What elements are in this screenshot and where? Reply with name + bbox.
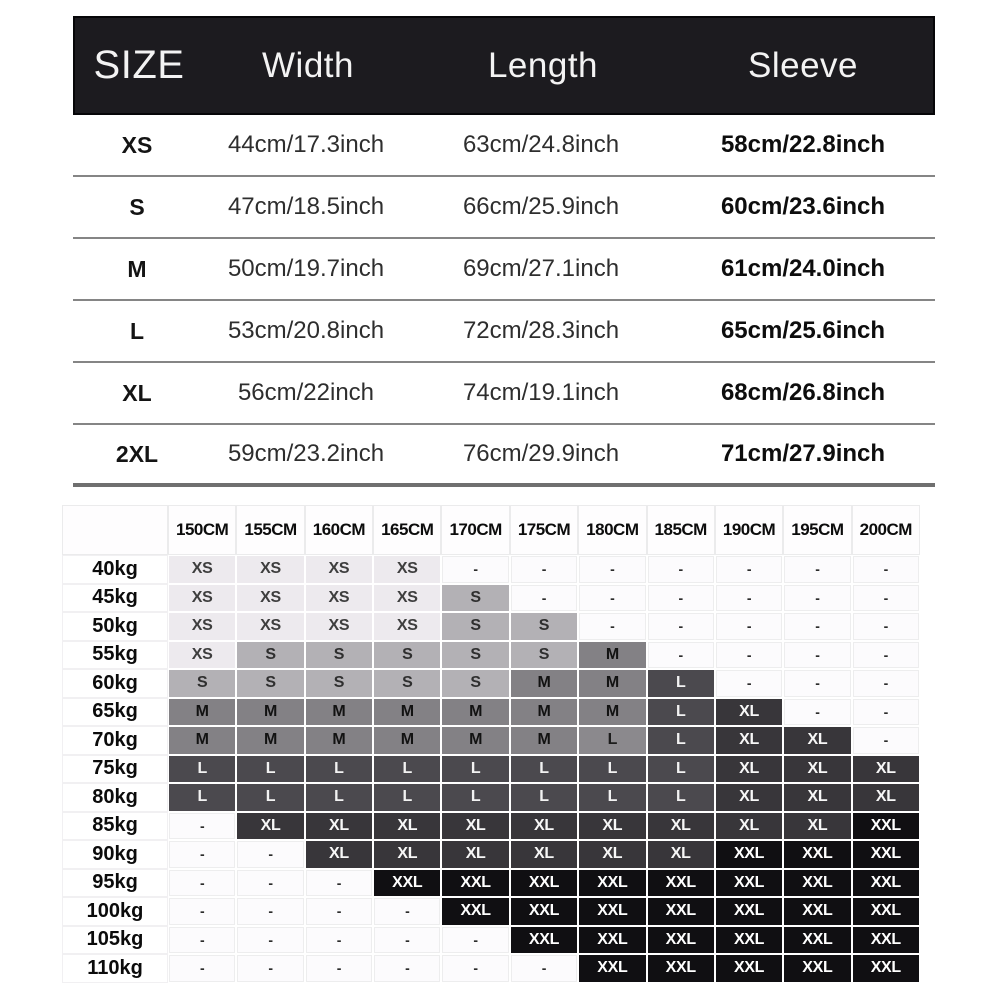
- empty-cell: -: [852, 669, 920, 698]
- empty-cell: -: [783, 612, 851, 641]
- size-spec-row: [73, 239, 935, 301]
- size-cell-xs: XS: [236, 612, 304, 641]
- size-cell-s: S: [373, 669, 441, 698]
- size-cell-xxl: XXL: [441, 869, 509, 898]
- empty-cell: -: [852, 726, 920, 755]
- width-cell: 50cm/19.7inch: [227, 255, 385, 282]
- col-header-width: Width: [262, 45, 354, 85]
- weight-row-label: 95kg: [62, 869, 168, 898]
- size-cell-s: S: [305, 669, 373, 698]
- sleeve-cell: 65cm/25.6inch: [720, 317, 886, 344]
- size-cell-xxl: XXL: [441, 897, 509, 926]
- weight-row-label: 60kg: [62, 669, 168, 698]
- length-cell: 74cm/19.1inch: [462, 379, 620, 406]
- size-cell-xxl: XXL: [783, 926, 851, 955]
- size-cell-l: L: [647, 755, 715, 784]
- empty-cell: -: [783, 584, 851, 613]
- size-cell-xxl: XXL: [852, 869, 920, 898]
- weight-row-label: 45kg: [62, 584, 168, 613]
- empty-cell: -: [578, 555, 646, 584]
- weight-row-label: 90kg: [62, 840, 168, 869]
- size-cell-xxl: XXL: [715, 926, 783, 955]
- size-cell-xxl: XXL: [647, 869, 715, 898]
- size-cell-l: L: [236, 755, 304, 784]
- size-cell-xl: XL: [305, 812, 373, 841]
- size-cell-m: M: [578, 669, 646, 698]
- size-cell-xl: XL: [715, 783, 783, 812]
- size-cell-xxl: XXL: [373, 869, 441, 898]
- empty-cell: -: [441, 555, 509, 584]
- sleeve-cell: 60cm/23.6inch: [720, 193, 886, 220]
- size-cell-xl: XL: [852, 783, 920, 812]
- size-cell-xl: XL: [236, 812, 304, 841]
- length-cell: 72cm/28.3inch: [462, 317, 620, 344]
- size-cell-l: L: [647, 726, 715, 755]
- size-cell-m: M: [578, 698, 646, 727]
- size-cell-xl: XL: [715, 726, 783, 755]
- size-cell-xl: XL: [510, 840, 578, 869]
- empty-cell: -: [510, 584, 578, 613]
- size-cell-m: M: [510, 698, 578, 727]
- empty-cell: -: [647, 555, 715, 584]
- size-cell-s: S: [305, 641, 373, 670]
- height-column-header: 175CM: [510, 505, 578, 555]
- height-column-header: 185CM: [647, 505, 715, 555]
- size-cell-xl: XL: [715, 755, 783, 784]
- size-cell-s: S: [373, 641, 441, 670]
- size-cell-xl: XL: [852, 755, 920, 784]
- size-cell-xs: XS: [305, 612, 373, 641]
- size-cell-xs: XS: [168, 584, 236, 613]
- size-cell-xl: XL: [647, 812, 715, 841]
- height-column-header: 150CM: [168, 505, 236, 555]
- sleeve-cell: 71cm/27.9inch: [720, 440, 886, 467]
- sleeve-cell: 61cm/24.0inch: [720, 255, 886, 282]
- size-cell-l: L: [578, 726, 646, 755]
- size-cell-l: L: [373, 783, 441, 812]
- size-cell-xxl: XXL: [715, 897, 783, 926]
- empty-cell: -: [168, 869, 236, 898]
- length-cell: 63cm/24.8inch: [462, 131, 620, 158]
- matrix-corner-cell: [62, 505, 168, 555]
- size-cell-xs: XS: [236, 584, 304, 613]
- size-cell-xl: XL: [305, 840, 373, 869]
- size-cell-xxl: XXL: [578, 926, 646, 955]
- weight-row-label: 40kg: [62, 555, 168, 584]
- size-cell-s: S: [441, 669, 509, 698]
- size-cell-l: L: [305, 755, 373, 784]
- weight-row-label: 80kg: [62, 783, 168, 812]
- empty-cell: -: [168, 897, 236, 926]
- size-cell-xxl: XXL: [647, 926, 715, 955]
- empty-cell: -: [236, 869, 304, 898]
- height-weight-size-table: [62, 505, 920, 983]
- weight-row-label: 50kg: [62, 612, 168, 641]
- size-cell-m: M: [373, 698, 441, 727]
- size-cell-xxl: XXL: [783, 840, 851, 869]
- size-cell-xl: XL: [715, 698, 783, 727]
- size-cell-m: M: [236, 726, 304, 755]
- size-cell-xxl: XXL: [647, 897, 715, 926]
- size-cell-s: S: [168, 669, 236, 698]
- size-cell-m: M: [578, 641, 646, 670]
- size-cell-xs: XS: [168, 555, 236, 584]
- weight-row-label: 65kg: [62, 698, 168, 727]
- empty-cell: -: [168, 926, 236, 955]
- sleeve-cell: 58cm/22.8inch: [720, 131, 886, 158]
- size-cell-s: S: [510, 641, 578, 670]
- size-cell-xl: XL: [578, 840, 646, 869]
- size-cell-xl: XL: [783, 755, 851, 784]
- height-column-header: 180CM: [578, 505, 646, 555]
- size-cell-m: M: [168, 726, 236, 755]
- col-header-length: Length: [487, 45, 599, 85]
- size-cell-xl: XL: [647, 840, 715, 869]
- size-cell: M: [127, 255, 147, 282]
- size-cell-l: L: [510, 755, 578, 784]
- size-spec-table: [73, 16, 935, 487]
- size-cell-xxl: XXL: [510, 897, 578, 926]
- size-cell-xl: XL: [783, 812, 851, 841]
- width-cell: 53cm/20.8inch: [227, 317, 385, 344]
- empty-cell: -: [647, 612, 715, 641]
- weight-row-label: 85kg: [62, 812, 168, 841]
- size-cell: 2XL: [115, 440, 159, 467]
- size-cell-l: L: [647, 669, 715, 698]
- empty-cell: -: [441, 926, 509, 955]
- empty-cell: -: [783, 555, 851, 584]
- size-cell-xxl: XXL: [852, 840, 920, 869]
- empty-cell: -: [236, 897, 304, 926]
- size-cell-m: M: [373, 726, 441, 755]
- empty-cell: -: [715, 669, 783, 698]
- empty-cell: -: [852, 584, 920, 613]
- size-cell-xxl: XXL: [852, 926, 920, 955]
- size-cell: XL: [122, 379, 152, 406]
- size-cell-xxl: XXL: [578, 954, 646, 983]
- size-cell-xs: XS: [305, 584, 373, 613]
- empty-cell: -: [168, 840, 236, 869]
- size-cell-xxl: XXL: [852, 897, 920, 926]
- empty-cell: -: [647, 584, 715, 613]
- weight-row-label: 75kg: [62, 755, 168, 784]
- size-cell-xs: XS: [373, 555, 441, 584]
- size-cell-l: L: [441, 755, 509, 784]
- size-cell-xxl: XXL: [852, 954, 920, 983]
- size-cell-xl: XL: [373, 812, 441, 841]
- size-cell-xl: XL: [783, 783, 851, 812]
- weight-row-label: 110kg: [62, 954, 168, 983]
- empty-cell: -: [783, 641, 851, 670]
- empty-cell: -: [715, 612, 783, 641]
- empty-cell: -: [305, 869, 373, 898]
- size-cell-xxl: XXL: [510, 869, 578, 898]
- empty-cell: -: [852, 612, 920, 641]
- empty-cell: -: [168, 812, 236, 841]
- size-cell-xxl: XXL: [510, 926, 578, 955]
- size-spec-header: [73, 16, 935, 115]
- empty-cell: -: [852, 641, 920, 670]
- size-spec-row: [73, 177, 935, 239]
- size-cell-s: S: [441, 612, 509, 641]
- size-cell-l: L: [647, 698, 715, 727]
- length-cell: 76cm/29.9inch: [462, 440, 620, 467]
- size-cell-xxl: XXL: [578, 897, 646, 926]
- weight-row-label: 100kg: [62, 897, 168, 926]
- weight-row-label: 70kg: [62, 726, 168, 755]
- empty-cell: -: [305, 954, 373, 983]
- size-cell-xs: XS: [373, 612, 441, 641]
- size-cell-l: L: [236, 783, 304, 812]
- height-column-header: 165CM: [373, 505, 441, 555]
- col-header-sleeve: Sleeve: [747, 45, 859, 85]
- size-spec-row: [73, 301, 935, 363]
- size-cell-xl: XL: [578, 812, 646, 841]
- size-cell-xxl: XXL: [783, 897, 851, 926]
- size-cell-xxl: XXL: [715, 954, 783, 983]
- size-cell-l: L: [647, 783, 715, 812]
- width-cell: 47cm/18.5inch: [227, 193, 385, 220]
- size-cell-xxl: XXL: [715, 840, 783, 869]
- size-cell-xxl: XXL: [578, 869, 646, 898]
- size-cell-s: S: [510, 612, 578, 641]
- height-column-header: 170CM: [441, 505, 509, 555]
- size-cell-m: M: [441, 698, 509, 727]
- size-cell-xxl: XXL: [783, 869, 851, 898]
- size-cell-xl: XL: [783, 726, 851, 755]
- sleeve-cell: 68cm/26.8inch: [720, 379, 886, 406]
- empty-cell: -: [783, 698, 851, 727]
- size-cell-xs: XS: [168, 641, 236, 670]
- weight-row-label: 55kg: [62, 641, 168, 670]
- size-cell-l: L: [305, 783, 373, 812]
- size-spec-row: [73, 115, 935, 177]
- size-cell-xl: XL: [510, 812, 578, 841]
- empty-cell: -: [168, 954, 236, 983]
- height-column-header: 200CM: [852, 505, 920, 555]
- empty-cell: -: [852, 555, 920, 584]
- empty-cell: -: [373, 897, 441, 926]
- size-cell: S: [129, 193, 145, 220]
- width-cell: 56cm/22inch: [237, 379, 375, 406]
- size-cell-s: S: [236, 669, 304, 698]
- size-cell-xxl: XXL: [647, 954, 715, 983]
- empty-cell: -: [305, 926, 373, 955]
- empty-cell: -: [236, 840, 304, 869]
- size-cell-l: L: [168, 755, 236, 784]
- size-cell-xs: XS: [305, 555, 373, 584]
- size-cell-xl: XL: [715, 812, 783, 841]
- empty-cell: -: [578, 612, 646, 641]
- empty-cell: -: [715, 584, 783, 613]
- empty-cell: -: [373, 954, 441, 983]
- size-cell-xs: XS: [168, 612, 236, 641]
- size-cell-m: M: [510, 669, 578, 698]
- empty-cell: -: [305, 897, 373, 926]
- size-spec-row: [73, 363, 935, 425]
- height-column-header: 155CM: [236, 505, 304, 555]
- height-column-header: 190CM: [715, 505, 783, 555]
- empty-cell: -: [236, 954, 304, 983]
- size-cell: XS: [121, 131, 153, 158]
- height-column-header: 195CM: [783, 505, 851, 555]
- empty-cell: -: [510, 555, 578, 584]
- length-cell: 69cm/27.1inch: [462, 255, 620, 282]
- size-cell: L: [129, 317, 145, 344]
- size-cell-l: L: [373, 755, 441, 784]
- height-weight-matrix: [62, 505, 920, 983]
- size-cell-xs: XS: [236, 555, 304, 584]
- width-cell: 44cm/17.3inch: [227, 131, 385, 158]
- weight-row-label: 105kg: [62, 926, 168, 955]
- size-cell-l: L: [510, 783, 578, 812]
- size-cell-m: M: [305, 698, 373, 727]
- size-cell-m: M: [236, 698, 304, 727]
- height-column-header: 160CM: [305, 505, 373, 555]
- empty-cell: -: [578, 584, 646, 613]
- empty-cell: -: [647, 641, 715, 670]
- empty-cell: -: [715, 555, 783, 584]
- size-cell-xxl: XXL: [715, 869, 783, 898]
- empty-cell: -: [715, 641, 783, 670]
- size-cell-l: L: [578, 755, 646, 784]
- size-cell-s: S: [441, 641, 509, 670]
- size-cell-s: S: [236, 641, 304, 670]
- length-cell: 66cm/25.9inch: [462, 193, 620, 220]
- size-cell-xl: XL: [441, 812, 509, 841]
- size-cell-m: M: [441, 726, 509, 755]
- size-cell-xxl: XXL: [783, 954, 851, 983]
- empty-cell: -: [373, 926, 441, 955]
- empty-cell: -: [510, 954, 578, 983]
- empty-cell: -: [236, 926, 304, 955]
- size-cell-l: L: [441, 783, 509, 812]
- size-cell-xl: XL: [373, 840, 441, 869]
- size-cell-m: M: [305, 726, 373, 755]
- empty-cell: -: [852, 698, 920, 727]
- col-header-size: SIZE: [93, 43, 185, 87]
- size-cell-m: M: [168, 698, 236, 727]
- size-cell-xl: XL: [441, 840, 509, 869]
- size-spec-row: [73, 425, 935, 487]
- size-cell-s: S: [441, 584, 509, 613]
- size-cell-m: M: [510, 726, 578, 755]
- size-cell-xs: XS: [373, 584, 441, 613]
- size-cell-xxl: XXL: [852, 812, 920, 841]
- size-spec-rows: [73, 115, 935, 487]
- width-cell: 59cm/23.2inch: [227, 440, 385, 467]
- empty-cell: -: [783, 669, 851, 698]
- empty-cell: -: [441, 954, 509, 983]
- size-cell-l: L: [168, 783, 236, 812]
- size-cell-l: L: [578, 783, 646, 812]
